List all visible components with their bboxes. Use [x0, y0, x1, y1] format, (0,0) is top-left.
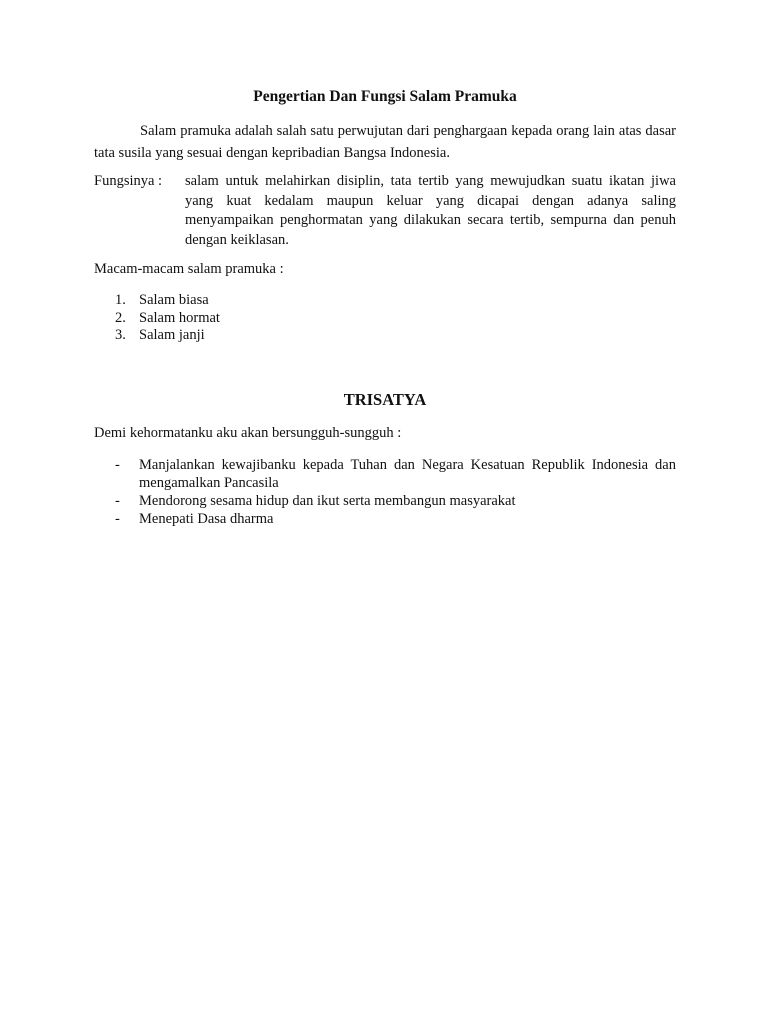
dash-bullet: - [115, 511, 120, 527]
dash-bullet: - [115, 493, 120, 509]
salute-types-list [94, 292, 676, 345]
list-item [94, 492, 676, 510]
list-number: 3. [115, 327, 126, 343]
list-number: 2. [115, 309, 126, 326]
types-heading: Macam-macam salam pramuka : [94, 261, 284, 277]
function-text: salam untuk melahirkan disiplin, tata tertib yang mewujudkan suatu ikatan jiwa yang kuat kedalam maupun keluar yang dicapai dengan adanya saling menyampaikan penghormatan yang dilakukan secara tertib, sempurna dan penuh dengan keiklasan. [185, 173, 676, 248]
document-title: Pengertian Dan Fungsi Salam Pramuka [253, 88, 517, 105]
list-text: Menepati Dasa dharma [139, 511, 274, 527]
list-item [94, 327, 676, 345]
list-text: Mendorong sesama hidup dan ikut serta membangun masyarakat [139, 493, 516, 509]
list-text: Manjalankan kewajibanku kepada Tuhan dan Negara Kesatuan Republik Indonesia dan mengamalkan Pancasila [139, 457, 676, 491]
dash-bullet: - [115, 457, 120, 473]
list-text: Salam janji [139, 327, 205, 343]
intro-paragraph: Salam pramuka adalah salah satu perwujutan dari penghargaan kepada orang lain atas dasar tata susila yang sesuai dengan kepribadian Bangsa Indonesia. [94, 123, 676, 161]
list-text: Salam hormat [139, 309, 220, 326]
oath-intro: Demi kehormatanku aku akan bersungguh-sungguh : [94, 425, 402, 441]
oath-list [94, 456, 676, 528]
function-label: Fungsinya : [94, 173, 163, 189]
trisatya-heading: TRISATYA [343, 390, 427, 409]
list-item [94, 292, 676, 310]
list-item [94, 456, 676, 492]
list-item [94, 510, 676, 528]
list-text: Salam biasa [139, 292, 209, 308]
list-number: 1. [115, 292, 126, 308]
list-item [94, 310, 676, 328]
